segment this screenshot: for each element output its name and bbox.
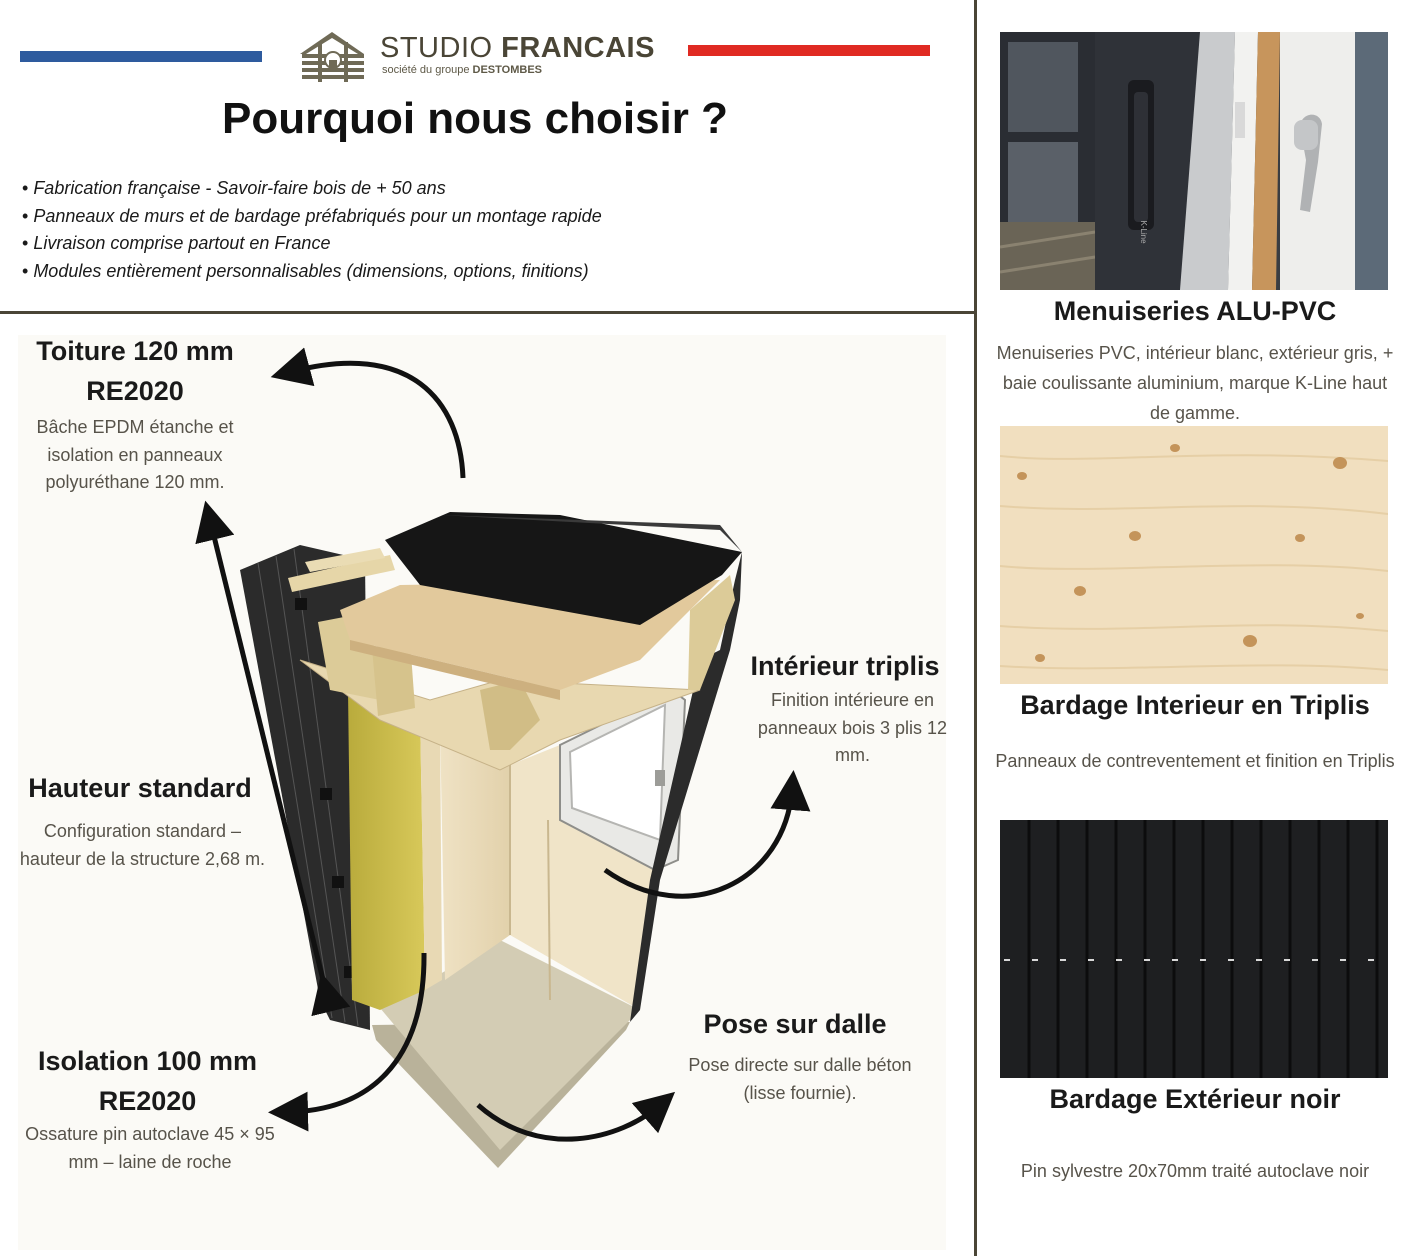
- benefit-item: • Modules entièrement personnalisables (dimensions, options, finitions): [22, 258, 922, 286]
- benefit-item: • Livraison comprise partout en France: [22, 230, 922, 258]
- interieur-title: Intérieur triplis: [750, 651, 940, 681]
- menuiseries-text: Menuiseries PVC, intérieur blanc, extérieur gris, + baie coulissante aluminium, marque K-Line haut de gamme.: [996, 343, 1394, 423]
- triplis-text: Panneaux de contreventement et finition en Triplis: [995, 751, 1395, 771]
- benefit-item: • Fabrication française - Savoir-faire bois de + 50 ans: [22, 175, 922, 203]
- menuiseries-title: Menuiseries ALU-PVC: [1053, 296, 1337, 326]
- page-title: Pourquoi nous choisir ?: [222, 94, 728, 143]
- bardage-exterieur-text: Pin sylvestre 20x70mm traité autoclave noir: [1020, 1161, 1370, 1181]
- isolation-text: Ossature pin autoclave 45 × 95 mm – laine de roche: [25, 1124, 275, 1172]
- roof-arrow: [290, 363, 463, 478]
- benefit-item: • Panneaux de murs et de bardage préfabriqués pour un montage rapide: [22, 203, 922, 231]
- spruce-panel-photo: [1000, 426, 1388, 684]
- hauteur-title: Hauteur standard: [28, 773, 252, 803]
- pose-text: Pose directe sur dalle béton (lisse fournie).: [688, 1055, 912, 1103]
- brand-name: STUDIO FRANCAIS: [380, 32, 655, 64]
- triplis-title: Bardage Interieur en Triplis: [1020, 690, 1370, 720]
- bardage-exterieur-title: Bardage Extérieur noir: [1049, 1084, 1341, 1114]
- window-handles-photo: [1000, 32, 1388, 290]
- brand-tagline: société du groupe DESTOMBES: [382, 64, 542, 76]
- hauteur-text: Configuration standard – hauteur de la structure 2,68 m.: [19, 821, 266, 869]
- pose-title: Pose sur dalle: [703, 1009, 887, 1039]
- wall-insulation: [348, 690, 425, 1010]
- isolation-title: Isolation 100 mm RE2020: [37, 1046, 258, 1116]
- black-cladding-photo: [1000, 820, 1388, 1078]
- toiture-title: Toiture 120 mm RE2020: [36, 336, 234, 406]
- interieur-text: Finition intérieure en panneaux bois 3 plis 12 mm.: [757, 690, 948, 765]
- kline-badge: K-Line: [1139, 220, 1148, 244]
- toiture-text: Bâche EPDM étanche et isolation en panneaux polyuréthane 120 mm.: [36, 417, 234, 492]
